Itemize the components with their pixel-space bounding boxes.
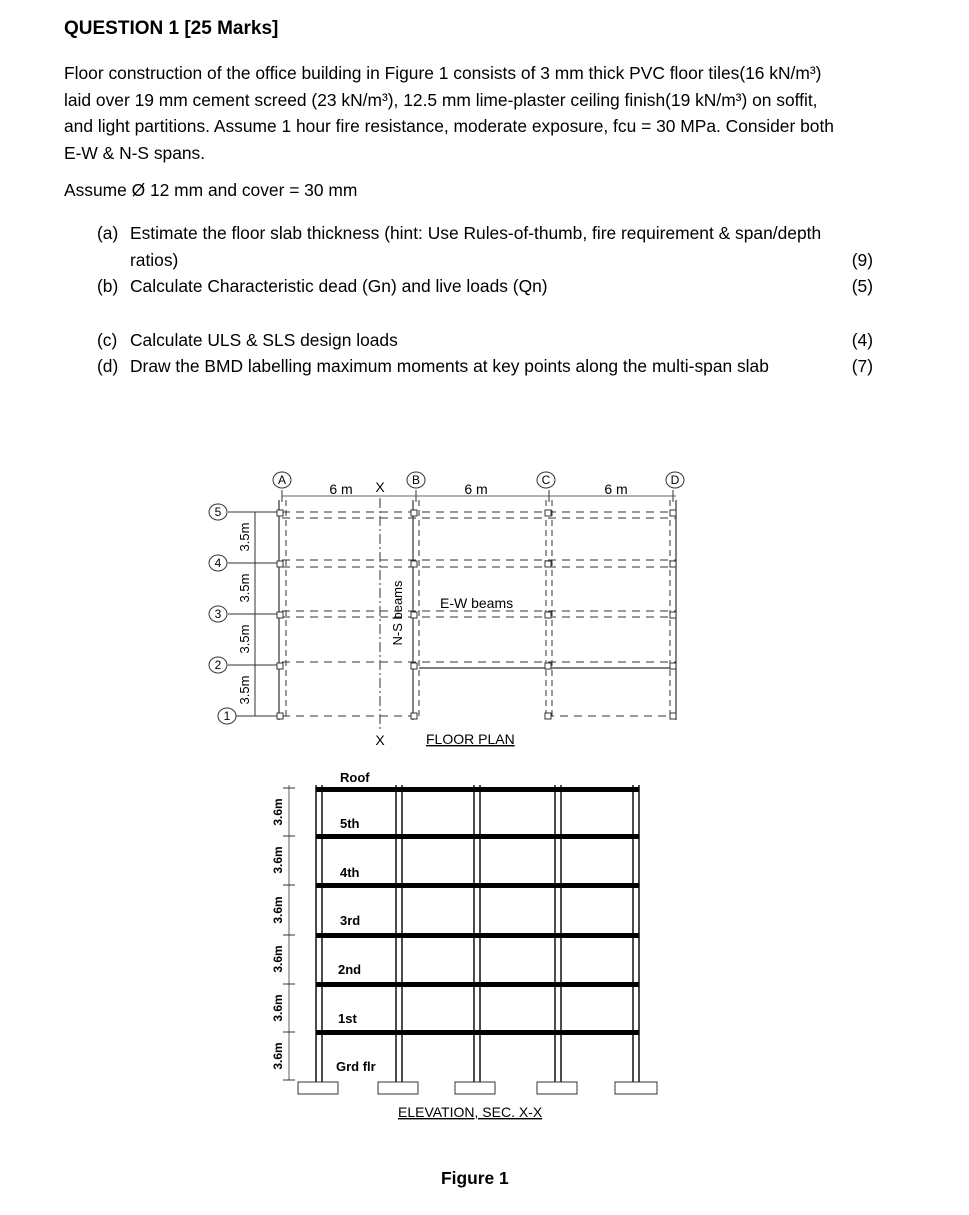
elevation-title: ELEVATION, SEC. X-X [398, 1104, 543, 1120]
part-text: Estimate the floor slab thickness (hint: Use Rules-of-thumb, fire requirement & span/depth ratios) [130, 223, 822, 270]
floor-plan-title: FLOOR PLAN [426, 731, 515, 747]
part-marks: (9) [851, 249, 873, 270]
part-label: (a) [97, 223, 119, 243]
part-label: (d) [97, 356, 119, 376]
floor-label-5th: 5th [340, 816, 360, 831]
part-label: (c) [97, 329, 118, 350]
intro-line: Floor construction of the office building in Figure 1 consists of 3 mm thick PVC floor tiles(16 kN/m³) [64, 63, 822, 83]
grid-label-c: C [541, 473, 551, 487]
part-marks: (4) [851, 329, 873, 350]
storey-height: 3.6m [271, 846, 285, 874]
span-label-cd: 6 m [604, 481, 628, 497]
question-title: QUESTION 1 [25 Marks] [64, 18, 279, 39]
grid-label-4: 4 [214, 556, 222, 570]
grid-label-d: D [670, 473, 680, 487]
ns-beams-label: N-S beams [390, 580, 405, 646]
grid-label-3: 3 [214, 607, 222, 621]
part-label: (b) [97, 276, 119, 296]
grid-label-5: 5 [214, 505, 222, 519]
part-marks: (5) [851, 276, 873, 296]
span-label-45: 3.5m [237, 522, 252, 552]
span-label-12: 3.5m [237, 675, 252, 705]
part-text: Calculate ULS & SLS design loads [130, 329, 398, 350]
floor-label-ground: Grd flr [336, 1059, 376, 1074]
intro-line: laid over 19 mm cement screed (23 kN/m³), 12.5 mm lime-plaster ceiling finish(19 kN/m³) on soffit, [64, 89, 818, 110]
figure-caption: Figure 1 [441, 1168, 509, 1188]
part-marks: (7) [851, 356, 873, 376]
intro-line: and light partitions. Assume 1 hour fire resistance, moderate exposure, fcu = 30 MPa. Consider both [64, 116, 834, 136]
assumption-text: Assume Ø 12 mm and cover = 30 mm [64, 180, 358, 200]
part-text: Calculate Characteristic dead (Gn) and live loads (Qn) [130, 276, 548, 296]
storey-height: 3.6m [271, 1042, 285, 1070]
span-label-23: 3.5m [237, 624, 252, 654]
storey-height: 3.6m [271, 994, 285, 1022]
ew-beams-label: E-W beams [440, 595, 514, 611]
grid-label-2: 2 [214, 658, 222, 672]
span-label-bc: 6 m [464, 481, 488, 497]
grid-label-1: 1 [223, 709, 231, 723]
storey-height: 3.6m [271, 896, 285, 924]
storey-height: 3.6m [271, 945, 285, 973]
floor-label-4th: 4th [340, 865, 360, 880]
floor-label-2nd: 2nd [338, 962, 362, 977]
floor-label-3rd: 3rd [340, 913, 361, 928]
intro-line: E-W & N-S spans. [64, 142, 206, 163]
part-text: Draw the BMD labelling maximum moments at key points along the multi-span slab [130, 356, 769, 376]
section-mark-bottom: X [375, 732, 385, 748]
span-label-34: 3.5m [237, 573, 252, 603]
span-label-ab: 6 m [329, 481, 353, 497]
floor-label-roof: Roof [340, 770, 370, 785]
storey-height: 3.6m [271, 798, 285, 826]
elevation-section [283, 785, 657, 1094]
floor-label-1st: 1st [338, 1011, 357, 1026]
section-mark-top: X [375, 479, 385, 495]
grid-label-a: A [277, 473, 287, 487]
grid-label-b: B [411, 473, 421, 487]
